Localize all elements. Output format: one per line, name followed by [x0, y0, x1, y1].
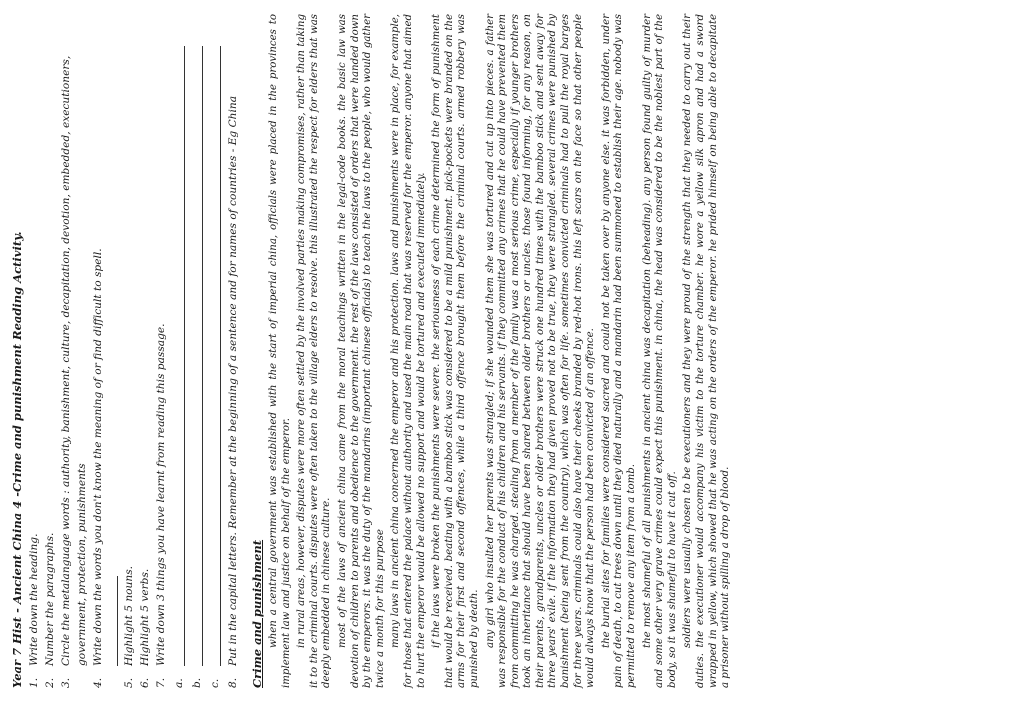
task-text: Put in the capital letters. Remember at the beginning of a sentence and for names of countries - Eg China [227, 95, 239, 666]
paragraph-text: the most shameful of all punishments in ancient china was decapitation (beheading). any person found guilty of murder and some other very grave crimes could expect this punishment. in china, the head was considered to be the noblest part of the body, so it was shameful to have it cut off. [641, 14, 678, 688]
paragraph-text: when a central government was established with the start of imperial china, officials were placed in the provinces to implement law and justice on behalf of the emperor. [268, 14, 292, 688]
task-list [28, 14, 168, 688]
passage-paragraph [337, 14, 387, 688]
answer-underline [191, 46, 203, 666]
task-item [123, 14, 136, 688]
task-item [155, 14, 168, 688]
paragraph-text: soldiers were usually chosen to be executioners and they were proud of the strength that they needed to carry out their duties. the executioner would accompany his victim to the torture chamber. he wore a yellow silk apron and had a sword wrapped in yellow, which showed that he was acting on the orders of the emperor. he prided himself on being able to decapitate a prisoner without spilling a drop of blood. [682, 14, 732, 688]
passage-paragraph [682, 14, 732, 688]
passage-paragraph [642, 14, 680, 688]
answer-label: c. [209, 678, 221, 688]
paragraph-text: in rural areas, however, disputes were more often settled by the involved parties making compromises, rather than taking it to the criminal courts. disputes were often taken to the village elders to resolve. this illustrated the respect for elders that was deeply embedded in chinese culture. [296, 14, 333, 688]
passage-heading: Crime and punishment [250, 539, 264, 688]
paragraph-text: if the laws were broken the punishments were severe. the seriousness of each crime determined the form of punishment that would be received. beating with a bamboo stick was considered to be a mild punishment. pick-pockets were branded on the arms for their first and second offences, while a third offence brought them before the criminal courts. armed robbery was punished by death. [431, 14, 480, 688]
task-item [44, 14, 57, 688]
task-number: 3. [60, 677, 72, 688]
answer-line-a[interactable] [173, 14, 186, 688]
passage-paragraph [390, 14, 428, 688]
task-item [139, 14, 152, 688]
passage-paragraph [268, 14, 293, 688]
task-number: 2. [44, 677, 56, 688]
answer-line-b[interactable] [191, 14, 204, 688]
passage-paragraph [296, 14, 334, 688]
paragraph-text: many laws in ancient china concerned the emperor and his protection. laws and punishments were in place, for example, for those that entered the palace without authority and used the main road that was reserved for the emperor. anyone that aimed to hurt the emperor would be allowed no support and would be tortured and executed immediately. [390, 14, 427, 688]
task-number: 5. [123, 677, 135, 688]
task-text: Circle the metalanguage words : authority, banishment, culture, decapitation, devotion, embedded, executioners, [60, 55, 72, 666]
task-number: 6. [139, 677, 151, 688]
passage-paragraph [431, 14, 481, 688]
answer-line-c[interactable] [209, 14, 222, 688]
task-item [60, 14, 73, 688]
answer-rule [108, 576, 118, 666]
task-text: Write down 3 things you have learnt from reading this passage. [155, 323, 167, 666]
passage-paragraph [485, 14, 598, 688]
task-item [92, 14, 105, 688]
answer-underline [173, 46, 185, 666]
task-text: Highlight 5 verbs. [139, 568, 151, 666]
task-text: Number the paragraphs. [44, 532, 56, 666]
paragraph-text: any girl who insulted her parents was strangled; if she wounded them she was tortured and cut up into pieces. a father was responsible for the conduct of his children and his servants. if they committed any crimes that he could have prevented them from committing he was charged. stealing from a member of the family was a most serious crime, especially if younger brothers took an inheritance that should have been shared between older brothers or uncles. those found informing, for any reason, on their parents, grandparents, uncles or older brothers were struck one hundred times with the bamboo stick and sent away for three years' exile. if the information they had given proved not to be true, they were strangled. several crimes were punished by banishment (being sent from the country), which was often for life. sometimes convicted criminals had to pull the royal barges for three years. criminals could also have their cheeks branded by red-hot irons. this left scars on the face so that other people would always know that the person had been convicted of an offence. [484, 14, 597, 688]
task-item [227, 14, 240, 688]
task-text: Write down the heading. [28, 533, 40, 666]
task-number: 4. [92, 677, 104, 688]
task-number: 7. [155, 677, 167, 688]
answer-label: b. [191, 677, 203, 688]
paragraph-text: the burial sites for families were considered sacred and could not be taken over by anyone else. it was forbidden, under pain of death, to cut trees down until they died naturally and a mandarin had been summoned to establish their age. nobody was permitted to remove any item from a tomb. [600, 14, 638, 688]
task-item [28, 14, 41, 688]
task-text: Write down the words you don't know the meaning of or find difficult to spell. [92, 248, 104, 666]
task-number: 8. [227, 677, 239, 688]
task-continuation: government, protection, punishments [76, 463, 88, 666]
answer-label: a. [173, 678, 185, 688]
task-number: 1. [28, 677, 40, 688]
task-text: Highlight 5 nouns. [123, 566, 135, 666]
paragraph-text: most of the laws of ancient china came from the moral teachings written in the legal-code books. the basic law was devotion of children to parents and obedience to the government. the rest of the laws consisted of orders that were handed down by the emperors. it was the duty of the mandarins (important chinese officials) to teach the laws to the people, who would gather twice a month for this purpose [336, 14, 386, 688]
worksheet-title: Year 7 Hist - Ancient China 4 -Crime and punishment Reading Activity. [10, 231, 24, 688]
answer-underline [209, 46, 221, 666]
task-eight [227, 14, 240, 688]
passage-paragraph [601, 14, 639, 688]
